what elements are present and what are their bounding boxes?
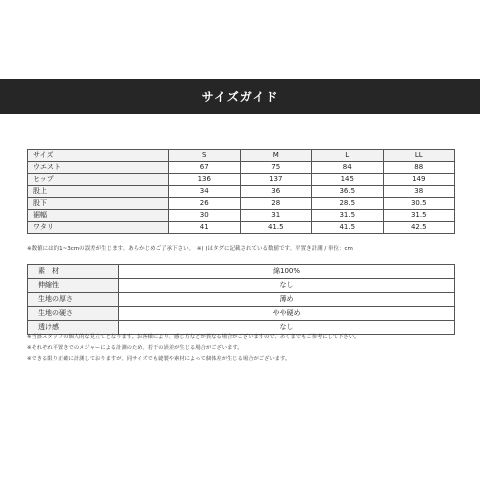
disclaimer-notes xyxy=(27,332,359,365)
table-cell: やや硬め xyxy=(119,307,455,321)
table-cell: 145 xyxy=(312,174,384,186)
row-label: 透け感 xyxy=(28,321,119,335)
size-table xyxy=(27,149,455,234)
row-label: 生地の厚さ xyxy=(28,293,119,307)
header-size-label: サイズ xyxy=(28,150,169,162)
table-cell: 31.5 xyxy=(383,210,455,222)
table-row xyxy=(28,307,455,321)
row-label: ヒップ xyxy=(28,174,169,186)
table-cell: 75 xyxy=(240,162,312,174)
note-line: ※それぞれ平置きでのメジャーによる計測のため、若干の誤差が生じる場合がございます。 xyxy=(27,345,243,351)
table-row xyxy=(28,198,455,210)
table-cell: 薄め xyxy=(119,293,455,307)
table-cell: 149 xyxy=(383,174,455,186)
note-line: ※できる限り正確に計測しておりますが、同サイズでも縫製や素材によって個体差が生じる場合がございます。 xyxy=(27,356,291,362)
table-cell: 綿100% xyxy=(119,265,455,279)
table-cell: 41.5 xyxy=(312,222,384,234)
table-cell: 67 xyxy=(169,162,241,174)
header-size-s: S xyxy=(169,150,241,162)
row-label: 伸縮性 xyxy=(28,279,119,293)
table-cell: 36.5 xyxy=(312,186,384,198)
row-label: 生地の硬さ xyxy=(28,307,119,321)
table-cell: 28 xyxy=(240,198,312,210)
table-cell: 137 xyxy=(240,174,312,186)
table-row xyxy=(28,222,455,234)
table-cell: 41.5 xyxy=(240,222,312,234)
table-row xyxy=(28,210,455,222)
table-cell: 31.5 xyxy=(312,210,384,222)
table-cell: 84 xyxy=(312,162,384,174)
row-label: ワタリ xyxy=(28,222,169,234)
row-label: 股上 xyxy=(28,186,169,198)
header-size-m: M xyxy=(240,150,312,162)
table-row xyxy=(28,186,455,198)
header-size-l: L xyxy=(312,150,384,162)
measurement-note: ※数値には約1~3cmの誤差が生じます。あらかじめご了承下さい。 ※( )はタグに記載されている数値です。平置き計測 / 単位：cm xyxy=(27,246,353,252)
note-line: ※当該スタッフの個人的な見立てとなります。お客様により、感じ方などが異なる場合がございますので、あくまでもご参考にして下さい。 xyxy=(27,334,360,340)
table-cell: 136 xyxy=(169,174,241,186)
table-cell: 26 xyxy=(169,198,241,210)
material-table xyxy=(27,264,455,335)
table-cell: 30.5 xyxy=(383,198,455,210)
size-guide-banner xyxy=(0,79,480,114)
row-label: ウエスト xyxy=(28,162,169,174)
table-cell: 34 xyxy=(169,186,241,198)
table-cell: 42.5 xyxy=(383,222,455,234)
table-cell: 38 xyxy=(383,186,455,198)
row-label: 裾幅 xyxy=(28,210,169,222)
banner-title: サイズガイド xyxy=(201,90,279,104)
header-size-ll: LL xyxy=(383,150,455,162)
table-cell: 28.5 xyxy=(312,198,384,210)
table-row xyxy=(28,293,455,307)
table-cell: 88 xyxy=(383,162,455,174)
table-row xyxy=(28,279,455,293)
table-cell: 36 xyxy=(240,186,312,198)
row-label: 股下 xyxy=(28,198,169,210)
table-cell: 31 xyxy=(240,210,312,222)
table-cell: なし xyxy=(119,321,455,335)
table-cell: 30 xyxy=(169,210,241,222)
table-row xyxy=(28,265,455,279)
table-cell: なし xyxy=(119,279,455,293)
size-table-header-row xyxy=(28,150,455,162)
table-row xyxy=(28,174,455,186)
row-label: 素 材 xyxy=(28,265,119,279)
table-row xyxy=(28,162,455,174)
table-cell: 41 xyxy=(169,222,241,234)
